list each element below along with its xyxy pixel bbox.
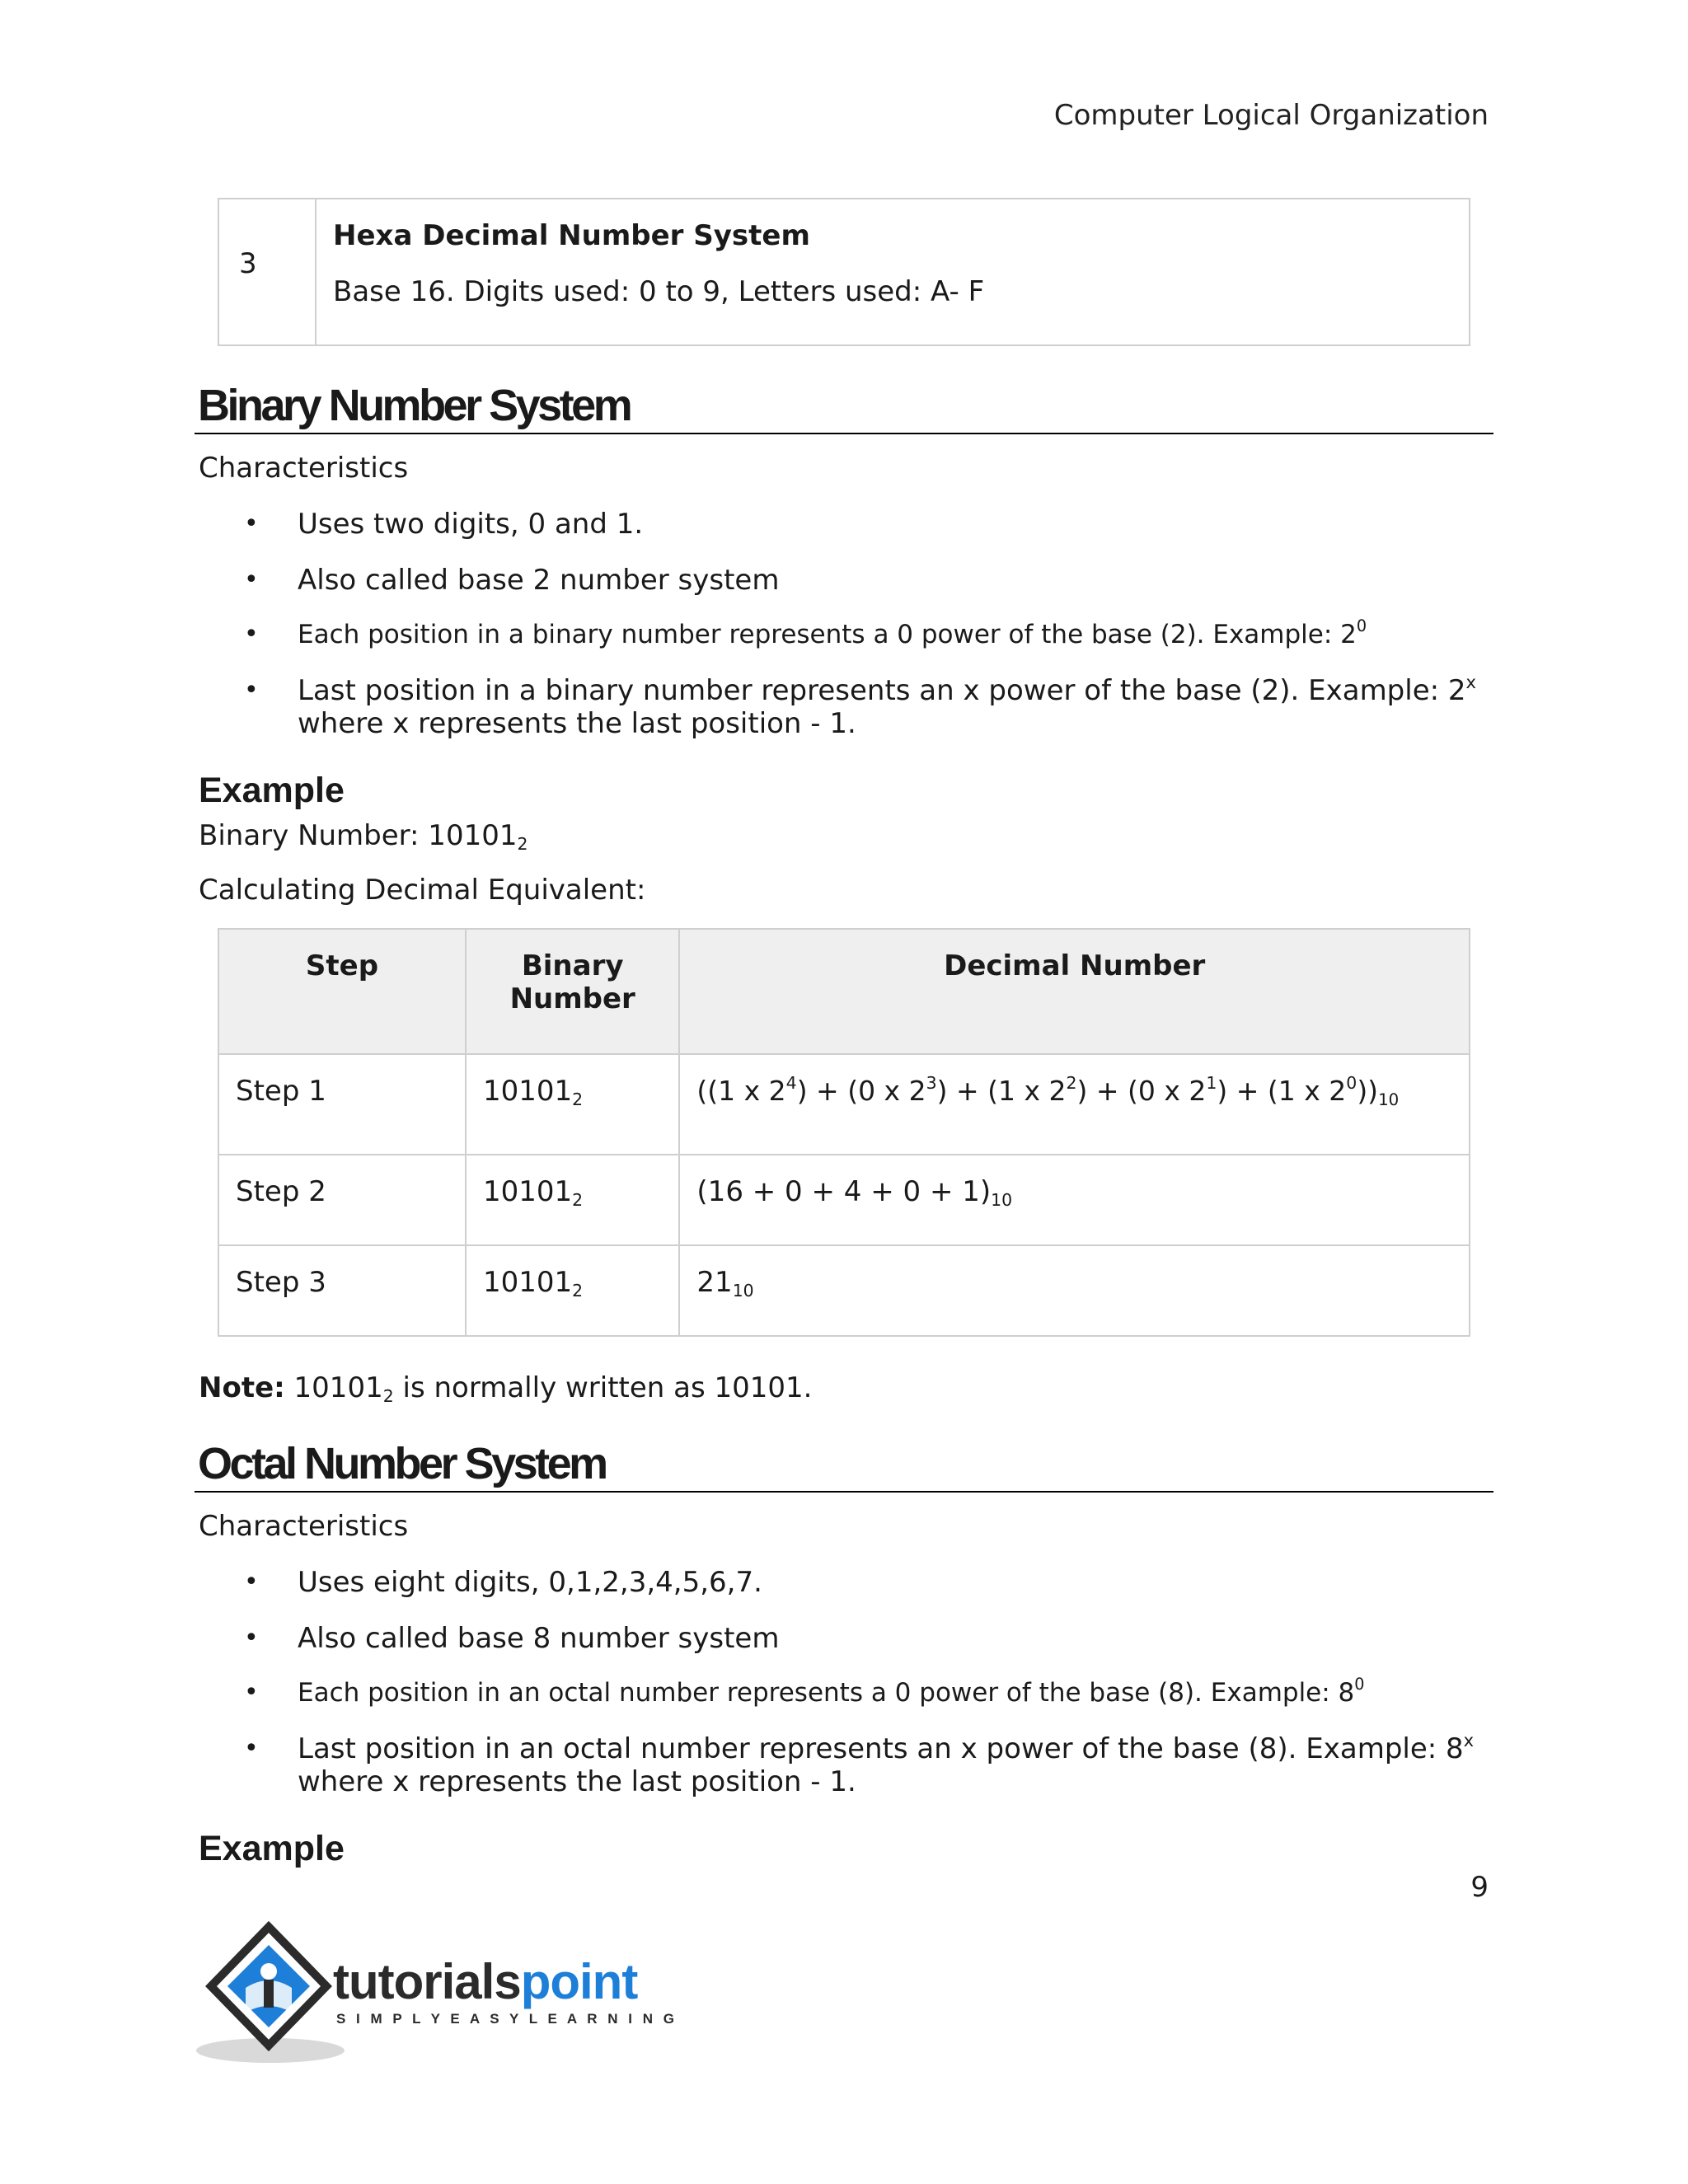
step-cell: [218, 1245, 466, 1336]
col-header-step-text: Step: [305, 949, 379, 982]
octal-example-heading: Example: [199, 1829, 345, 1868]
octal-bullet-3-sup: 0: [1354, 1675, 1365, 1694]
decimal-3-sub: 10: [732, 1281, 754, 1301]
octal-bullet-1: Uses eight digits, 0,1,2,3,4,5,6,7.: [298, 1566, 762, 1599]
binary-cell: [466, 1054, 679, 1155]
binary-bullet-4-cont: where x represents the last position - 1.: [298, 707, 856, 740]
col-header-binary-line2: Number: [509, 982, 635, 1015]
note-rest: is normally written as 10101.: [402, 1371, 813, 1404]
row-number: 3: [239, 247, 257, 280]
binary-heading-rule: [195, 433, 1493, 434]
logo-brand-a: tutorials: [333, 1954, 521, 2009]
binary-bullet-4-sup: x: [1465, 672, 1477, 692]
d1a-sup: 4: [785, 1073, 797, 1093]
col-header-binary: [466, 929, 679, 1054]
binary-bullet-2: Also called base 2 number system: [298, 564, 780, 597]
d1f-sub: 10: [1378, 1090, 1400, 1109]
bullet-icon: •: [244, 1734, 259, 1763]
tutorialspoint-logo: [195, 1920, 689, 2069]
binary-3-val: 10101: [482, 1266, 573, 1299]
d1a: ((1 x 2: [696, 1075, 786, 1107]
octal-bullet-2: Also called base 8 number system: [298, 1622, 780, 1655]
binary-cell: [466, 1155, 679, 1245]
octal-characteristics-label: Characteristics: [199, 1510, 409, 1543]
running-header: Computer Logical Organization: [1053, 99, 1489, 132]
binary-number-sub: 2: [517, 834, 528, 854]
bullet-icon: •: [244, 1678, 259, 1707]
bullet-icon: •: [244, 620, 259, 649]
col-header-step: [218, 929, 466, 1054]
hexa-description: Base 16. Digits used: 0 to 9, Letters used: A- F: [333, 275, 985, 308]
page-number: 9: [1470, 1871, 1489, 1904]
decimal-cell: [679, 1054, 1470, 1155]
decimal-3: [680, 1246, 1469, 1299]
d1d-sup: 1: [1206, 1073, 1217, 1093]
binary-bullet-4: [298, 674, 1476, 710]
binary-heading: Binary Number System: [198, 381, 631, 430]
row-number-cell: [219, 199, 316, 344]
table-row: [218, 1245, 1470, 1336]
d1b-sup: 3: [926, 1073, 937, 1093]
binary-number-label: Binary Number: 10101: [199, 819, 518, 852]
d1c: ) + (1 x 2: [936, 1075, 1067, 1107]
d1e: ) + (1 x 2: [1217, 1075, 1347, 1107]
decimal-cell: [679, 1155, 1470, 1245]
col-header-binary-line1: Binary: [521, 949, 624, 982]
note-sub: 2: [382, 1386, 394, 1406]
binary-3-sub: 2: [572, 1281, 584, 1301]
step-2: Step 2: [236, 1175, 326, 1208]
binary-bullet-3-text: Each position in a binary number represents a 0 power of the base (2). Example: 2: [298, 620, 1357, 649]
decimal-2-val: (16 + 0 + 4 + 0 + 1): [696, 1175, 992, 1208]
d1c-sup: 2: [1066, 1073, 1077, 1093]
d1b: ) + (0 x 2: [796, 1075, 926, 1107]
note-number: 10101: [293, 1371, 383, 1404]
binary-cell: [466, 1245, 679, 1336]
d1f: )): [1357, 1075, 1379, 1107]
octal-heading: Octal Number System: [198, 1439, 606, 1488]
col-header-decimal-text: Decimal Number: [944, 949, 1206, 982]
step-1: Step 1: [236, 1075, 326, 1108]
decimal-3-val: 21: [696, 1266, 733, 1299]
step-3: Step 3: [236, 1266, 326, 1299]
d1d: ) + (0 x 2: [1076, 1075, 1207, 1107]
step-cell: [218, 1054, 466, 1155]
decimal-2-sub: 10: [991, 1190, 1013, 1210]
binary-example-heading: Example: [199, 771, 345, 810]
octal-heading-rule: [195, 1491, 1493, 1493]
step-cell: [218, 1155, 466, 1245]
binary-bullet-4-text: Last position in a binary number represents an x power of the base (2). Example: 2: [298, 674, 1466, 707]
binary-3: [467, 1246, 678, 1299]
table-header-row: [218, 929, 1470, 1054]
calc-label: Calculating Decimal Equivalent:: [199, 874, 646, 907]
binary-bullet-1: Uses two digits, 0 and 1.: [298, 508, 644, 541]
decimal-2: [680, 1155, 1469, 1208]
binary-number-line: [199, 819, 528, 855]
note-label: Note:: [199, 1371, 285, 1404]
logo-wordmark: [333, 1953, 637, 2010]
binary-characteristics-label: Characteristics: [199, 452, 409, 485]
binary-1-sub: 2: [572, 1090, 584, 1109]
bullet-icon: •: [244, 1568, 259, 1596]
bullet-icon: •: [244, 676, 259, 705]
binary-1: [467, 1055, 678, 1108]
col-header-decimal: [679, 929, 1470, 1054]
logo-tagline: S I M P L Y E A S Y L E A R N I N G: [336, 2011, 678, 2027]
binary-note: [199, 1371, 812, 1408]
octal-bullet-4-text: Last position in an octal number represents an x power of the base (8). Example: 8: [298, 1732, 1464, 1765]
hexa-title: Hexa Decimal Number System: [333, 219, 810, 252]
binary-2-val: 10101: [482, 1175, 573, 1208]
binary-bullet-3: [298, 618, 1367, 654]
binary-2: [467, 1155, 678, 1208]
octal-bullet-3: [298, 1676, 1365, 1713]
octal-bullet-3-text: Each position in an octal number represents a 0 power of the base (8). Example: 8: [298, 1678, 1355, 1708]
binary-1-val: 10101: [482, 1075, 573, 1108]
bullet-icon: •: [244, 565, 259, 594]
decimal-1: [680, 1055, 1469, 1107]
octal-bullet-4: [298, 1732, 1474, 1769]
binary-2-sub: 2: [572, 1190, 584, 1210]
table-row: [218, 1155, 1470, 1245]
binary-conversion-table: [218, 928, 1470, 1337]
decimal-cell: [679, 1245, 1470, 1336]
table-row: [218, 1054, 1470, 1155]
logo-brand-b: point: [520, 1954, 638, 2009]
binary-bullet-3-sup: 0: [1356, 616, 1367, 635]
d1e-sup: 0: [1346, 1073, 1357, 1093]
hexa-table: [218, 198, 1470, 346]
octal-bullet-4-cont: where x represents the last position - 1.: [298, 1765, 856, 1798]
bullet-icon: •: [244, 509, 259, 538]
bullet-icon: •: [244, 1624, 259, 1652]
octal-bullet-4-sup: x: [1463, 1730, 1475, 1750]
